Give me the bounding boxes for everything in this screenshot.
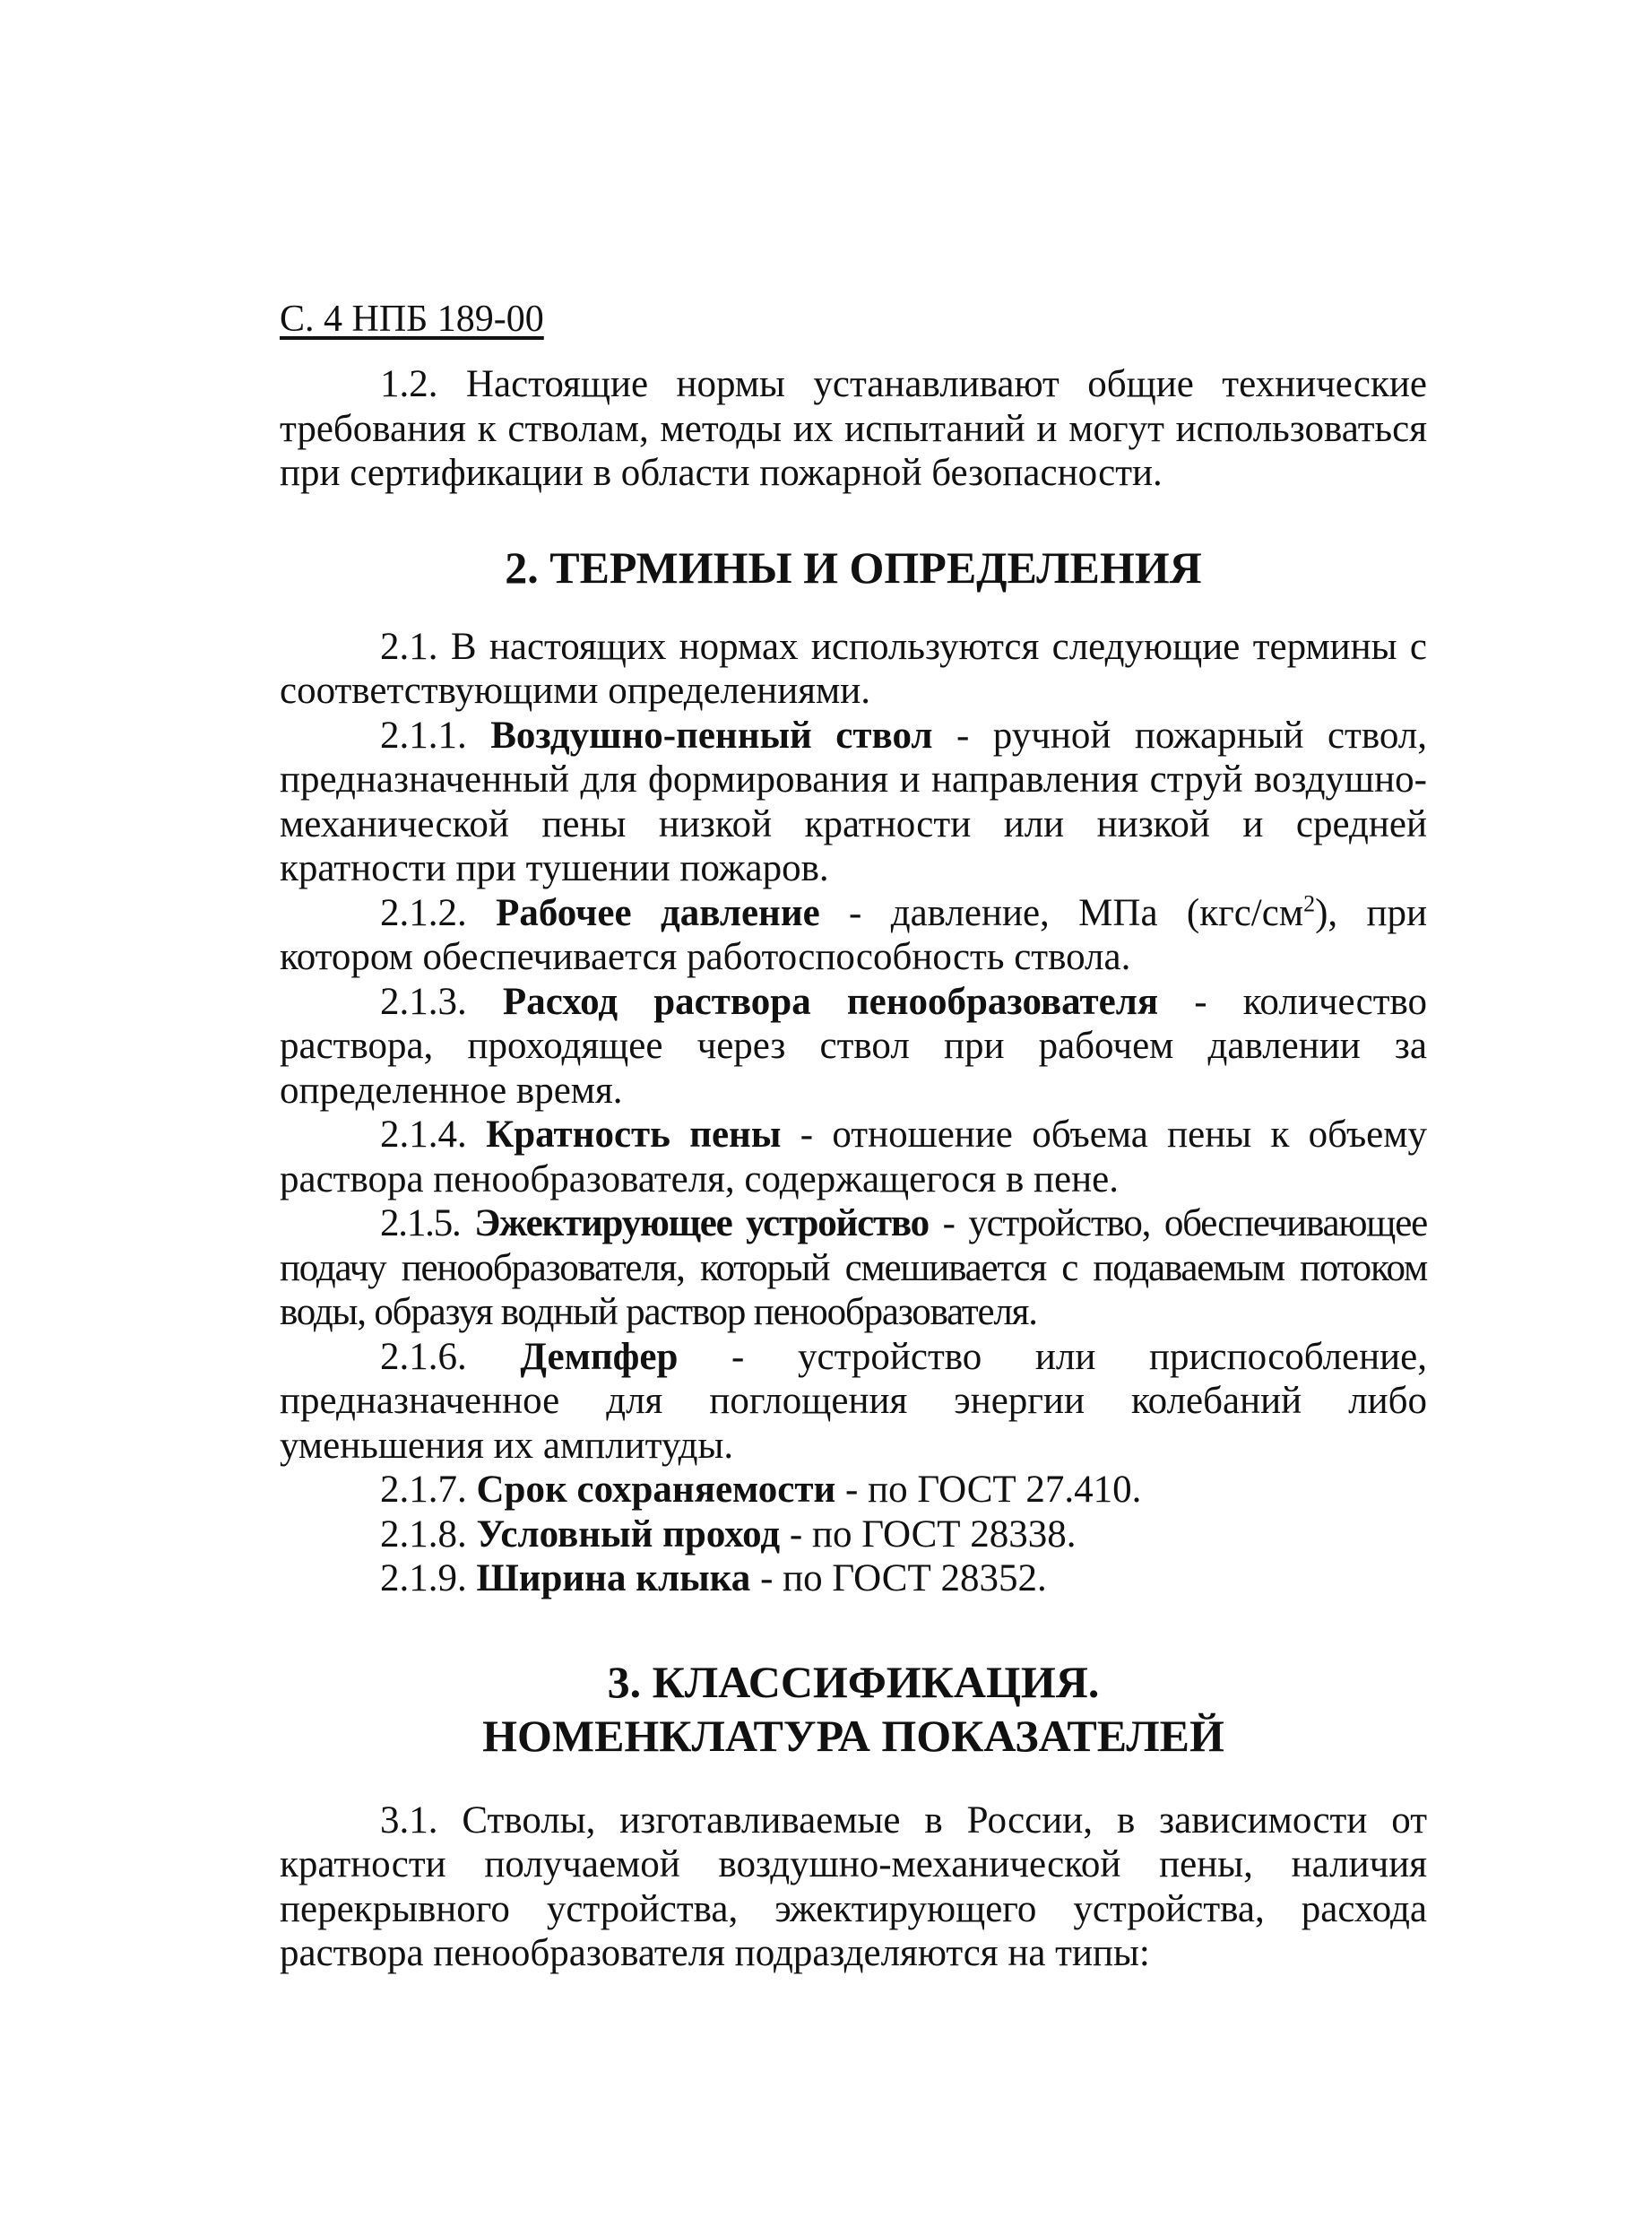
definition-text: - устройство, обеспечивающее подачу пенообразователя, который смешивается с подаваемым потоком воды, образуя водный раствор пенообразователя. [280,1202,1427,1333]
definition-2-1-8 [280,1512,1427,1557]
definition-2-1-2 [280,891,1427,980]
paragraph-3-1: 3.1. Стволы, изготавливаемые в России, в зависимости от кратности получаемой воздушно-механической пены, наличия перекрывного устройства, эжектирующего устройства, расхода раствора пенообразователя подразделяются на типы: [280,1798,1427,1974]
definition-text: - давление, МПа (кгс/см [819,891,1304,934]
definition-text: - по ГОСТ 27.410. [835,1469,1142,1511]
definition-term: Расход раствора пенообразователя [502,980,1159,1023]
definition-text: - по ГОСТ 28352. [750,1557,1047,1599]
definition-term: Срок сохраняемости [476,1469,836,1511]
definition-term: Воздушно-пенный ствол [490,714,933,757]
definition-2-1-6 [280,1335,1427,1469]
definition-text: - ручной пожарный ствол, предназначенный для формирования и направления струй воздушно-механической пены низкой кратности или низкой и средней кратности при тушении пожаров. [280,714,1427,889]
definition-text: ), при котором обеспечивается работоспособность ствола. [280,891,1427,978]
definition-2-1-3 [280,980,1427,1114]
definition-2-1-7 [280,1468,1427,1512]
definition-term: Условный проход [476,1512,781,1556]
definition-2-1-4 [280,1113,1427,1201]
definition-2-1-9 [280,1556,1427,1601]
definition-2-1-5 [280,1201,1427,1335]
definition-number: 2.1.5. [380,1202,461,1244]
definition-text: - устройство или приспособление, предназначенное для поглощения энергии колебаний либо уменьшения их амплитуды. [280,1335,1428,1467]
definition-number: 2.1.8. [380,1512,467,1556]
definition-text: - количество раствора, проходящее через ствол при рабочем давлении за определенное время. [280,980,1427,1112]
definition-number: 2.1.3. [380,980,467,1023]
definition-number: 2.1.6. [380,1335,467,1378]
document-page [280,296,1427,1976]
definition-term: Ширина клыка [476,1557,751,1599]
section-3-title [280,1655,1427,1763]
definition-term: Эжектирующее устройство [474,1202,929,1244]
section-3-title-line-2: НОМЕНКЛАТУРА ПОКАЗАТЕЛЕЙ [482,1710,1224,1761]
paragraph-1-2: 1.2. Настоящие нормы устанавливают общие технические требования к стволам, методы их испытаний и могут использоваться при сертификации в области пожарной безопасности. [280,363,1427,494]
definition-number: 2.1.7. [380,1469,467,1511]
definition-number: 2.1.1. [380,714,467,757]
definition-term: Рабочее давление [496,891,820,934]
definition-term: Демпфер [520,1335,679,1378]
running-header: С. 4 НПБ 189-00 [280,299,544,340]
definition-number: 2.1.2. [380,891,467,934]
definition-number: 2.1.9. [380,1557,467,1599]
definition-term: Кратность пены [486,1114,782,1156]
section-2-title: 2. ТЕРМИНЫ И ОПРЕДЕЛЕНИЯ [505,542,1202,593]
superscript: 2 [1303,890,1316,917]
definition-text: - по ГОСТ 28338. [780,1512,1077,1556]
definition-number: 2.1.4. [380,1114,467,1156]
section-3-title-line-1: 3. КЛАССИФИКАЦИЯ. [607,1656,1100,1707]
definition-2-1-1 [280,714,1427,891]
definition-text: - отношение объема пены к объему раствора пенообразователя, содержащегося в пене. [280,1114,1427,1200]
paragraph-2-1: 2.1. В настоящих нормах используются следующие термины с соответствующими определениями. [280,625,1427,712]
